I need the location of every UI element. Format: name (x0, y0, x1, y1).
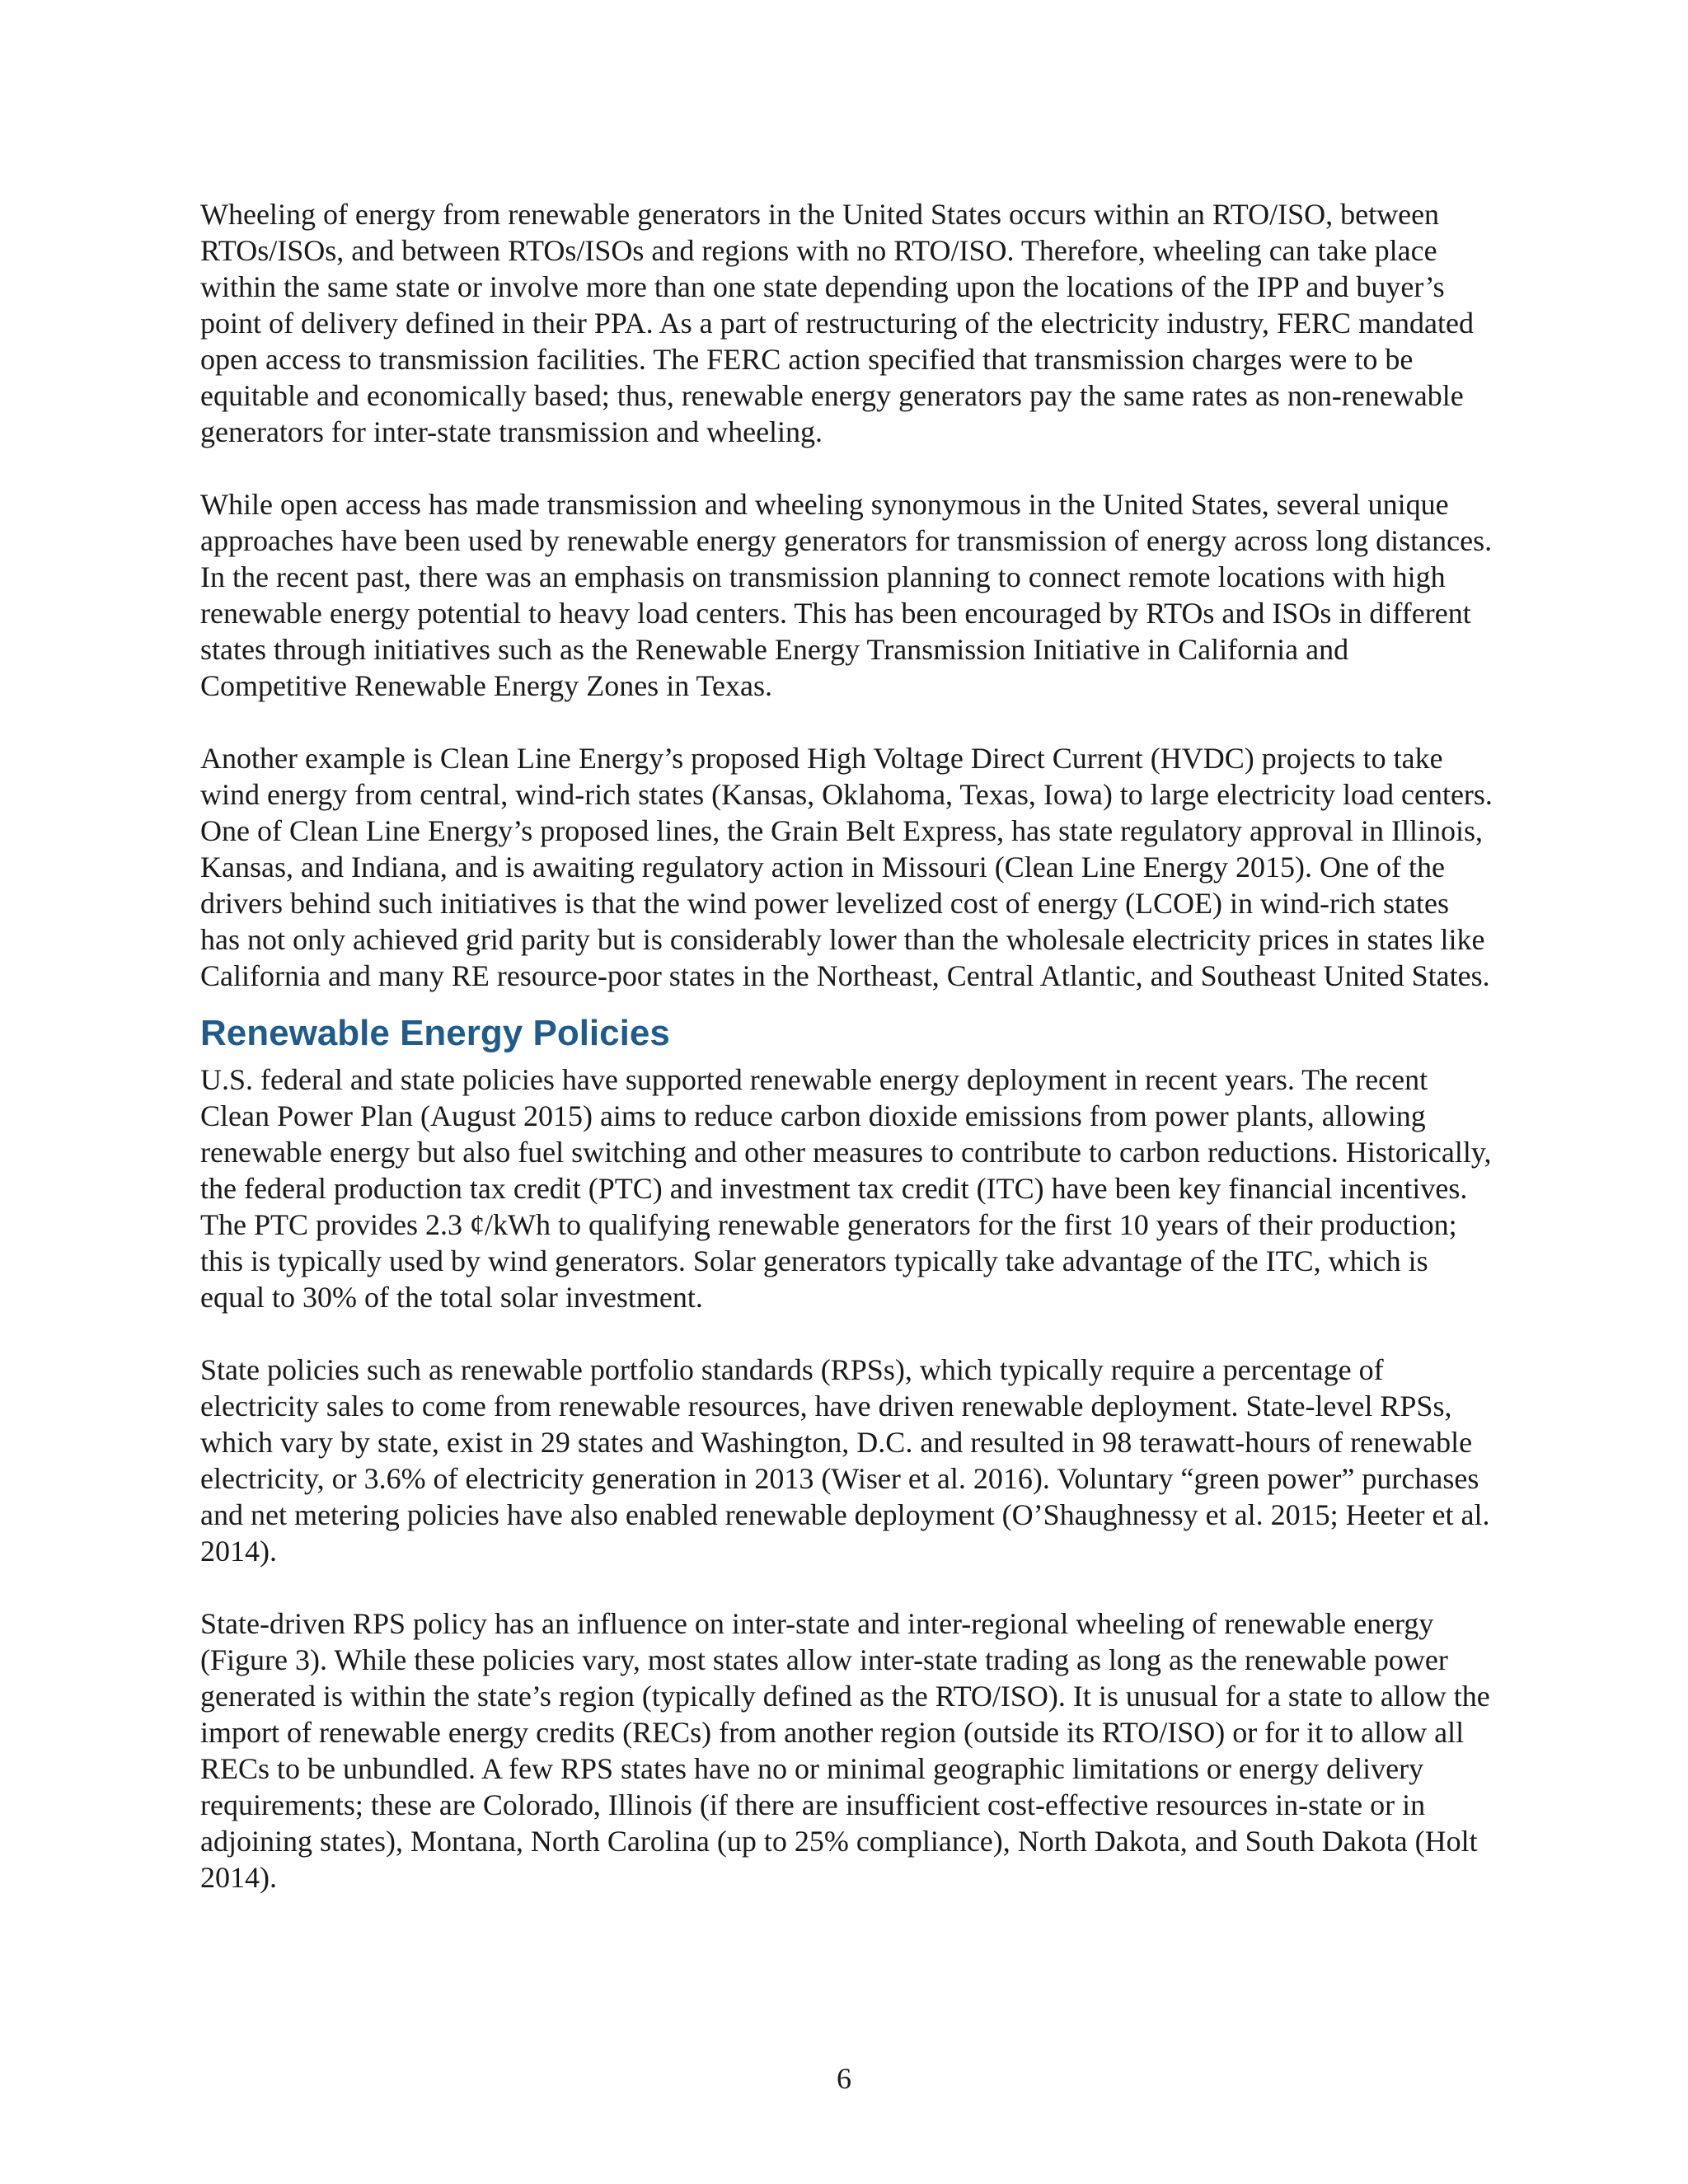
paragraph-open-access: While open access has made transmission and wheeling synonymous in the United States, several unique approaches have been used by renewable energy generators for transmission of energy across long distances. In the recent past, there was an emphasis on transmission planning to connect remote locations with high renewable energy potential to heavy load centers. This has been encouraged by RTOs and ISOs in different states through initiatives such as the Renewable Energy Transmission Initiative in California and Competitive Renewable Energy Zones in Texas. (200, 488, 1493, 702)
page-number: 6 (837, 2062, 851, 2095)
page-body (200, 196, 1494, 1896)
paragraph-federal-policies: U.S. federal and state policies have supported renewable energy deployment in recent years. The recent Clean Power Plan (August 2015) aims to reduce carbon dioxide emissions from power plants, allowing renewable energy but also fuel switching and other measures to contribute to carbon reductions. Historically, the federal production tax credit (PTC) and investment tax credit (ITC) have been key financial incentives. The PTC provides 2.3 ¢/kWh to qualifying renewable generators for the first 10 years of their production; this is typically used by wind generators. Solar generators typically take advantage of the ITC, which is equal to 30% of the total solar investment. (200, 1063, 1492, 1314)
paragraph-clean-line-energy: Another example is Clean Line Energy’s proposed High Voltage Direct Current (HVDC) projects to take wind energy from central, wind-rich states (Kansas, Oklahoma, Texas, Iowa) to large electricity load centers. One of Clean Line Energy’s proposed lines, the Grain Belt Express, has state regulatory approval in Illinois, Kansas, and Indiana, and is awaiting regulatory action in Missouri (Clean Line Energy 2015). One of the drivers behind such initiatives is that the wind power levelized cost of energy (LCOE) in wind-rich states has not only achieved grid parity but is considerably lower than the wholesale electricity prices in states like California and many RE resource-poor states in the Northeast, Central Atlantic, and Southeast United States. (200, 742, 1493, 992)
paragraph-wheeling-overview: Wheeling of energy from renewable generators in the United States occurs within an RTO/ISO, between RTOs/ISOs, and between RTOs/ISOs and regions with no RTO/ISO. Therefore, wheeling can take place within the same state or involve more than one state depending upon the locations of the IPP and buyer’s point of delivery defined in their PPA. As a part of restructuring of the electricity industry, FERC mandated open access to transmission facilities. The FERC action specified that transmission charges were to be equitable and economically based; thus, renewable energy generators pay the same rates as non-renewable generators for inter-state transmission and wheeling. (200, 198, 1475, 448)
paragraph-state-rps: State policies such as renewable portfolio standards (RPSs), which typically require a percentage of electricity sales to come from renewable resources, have driven renewable deployment. State-level RPSs, which vary by state, exist in 29 states and Washington, D.C. and resulted in 98 terawatt-hours of renewable electricity, or 3.6% of electricity generation in 2013 (Wiser et al. 2016). Voluntary “green power” purchases and net metering policies have also enabled renewable deployment (O’Shaughnessy et al. 2015; Heeter et al. 2014). (200, 1353, 1490, 1568)
paragraph-rps-wheeling: State-driven RPS policy has an influence on inter-state and inter-regional wheeling of renewable energy (Figure 3). While these policies vary, most states allow inter-state trading as long as the renewable power generated is within the state’s region (typically defined as the RTO/ISO). It is unusual for a state to allow the import of renewable energy credits (RECs) from another region (outside its RTO/ISO) or for it to allow all RECs to be unbundled. A few RPS states have no or minimal geographic limitations or energy delivery requirements; these are Colorado, Illinois (if there are insufficient cost-effective resources in-state or in adjoining states), Montana, North Carolina (up to 25% compliance), North Dakota, and South Dakota (Holt 2014). (200, 1607, 1490, 1894)
section-heading: Renewable Energy Policies (200, 1013, 670, 1053)
